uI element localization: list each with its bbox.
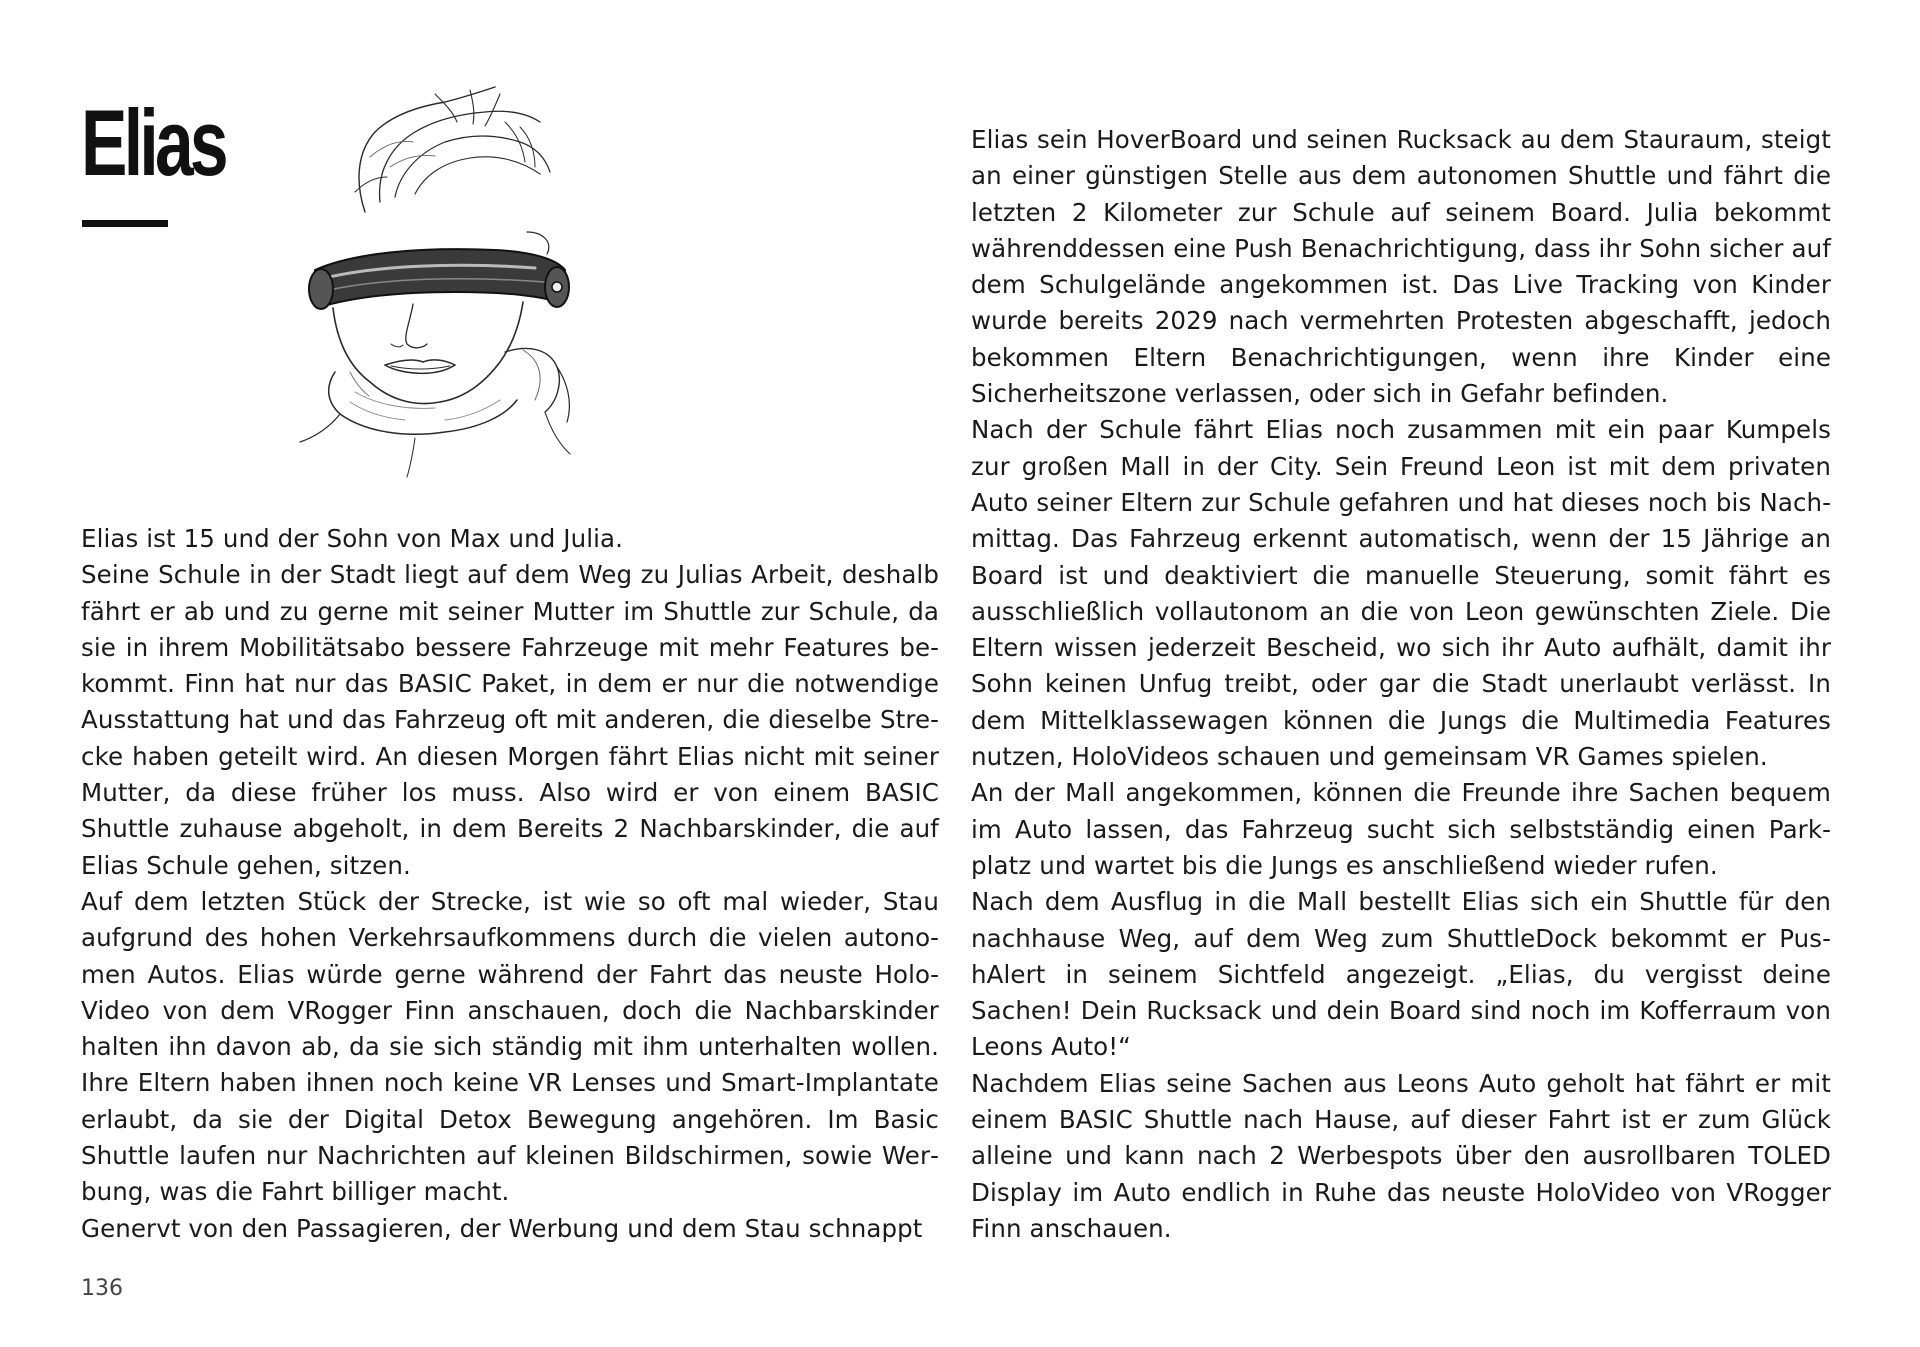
text-column-left: [81, 521, 939, 1247]
title-underline: [82, 220, 168, 227]
paragraph: Nach dem Ausflug in die Mall bestellt Elias sich ein Shuttle für den nachhause Weg, auf dem Weg zum ShuttleDock bekommt er PushAlert in seinem Sichtfeld angezeigt. „Elias, du vergisst deine Sachen! Dein Rucksack und dein Board sind noch im Kofferraum von Leons Auto!“: [971, 887, 1831, 1062]
page-title: Elias: [81, 90, 225, 195]
paragraph: Auf dem letzten Stück der Strecke, ist wie so oft mal wieder, Stau aufgrund des hohen Verkehrsaufkommens durch die vielen autonomen Autos. Elias würde gerne während der Fahrt das neuste HoloVideo von dem VRogger Finn anschauen, doch die Nachbarskinder halten ihn davon ab, da sie sich ständig mit ihm unterhalten wollen. Ihre Eltern haben ihnen noch keine VR Lenses und Smart-Implantate erlaubt, da sie der Digital Detox Bewegung angehören. Im Basic Shuttle laufen nur Nachrichten auf kleinen Bildschirmen, sowie Werbung, was die Fahrt billiger macht.: [81, 886, 939, 1207]
paragraph: Elias ist 15 und der Sohn von Max und Julia.: [81, 524, 624, 553]
paragraph: Nachdem Elias seine Sachen aus Leons Auto geholt hat fährt er mit einem BASIC Shuttle nach Hause, auf dieser Fahrt ist er zum Glück alleine und kann nach 2 Werbespots über den ausrollbaren TOLED Display im Auto endlich in Ruhe das neuste HoloVideo von VRogger Finn anschauen.: [971, 1068, 1831, 1243]
paragraph: Elias sein HoverBoard und seinen Rucksack au dem Stauraum, steigt an einer günstigen Stelle aus dem autonomen Shuttle und fährt die letzten 2 Kilometer zur Schule auf seinem Board. Julia bekommt währenddessen eine Push Benachrichtigung, dass ihr Sohn sicher auf dem Schulgelände angekommen ist. Das Live Tracking von Kinder wurde bereits 2029 nach vermehrten Protesten abgeschafft, jedoch bekommen Eltern Benachrichtigungen, wenn ihre Kinder eine Sicherheitszone verlassen, oder sich in Gefahr befinden.: [971, 125, 1831, 409]
text-column-right: [971, 122, 1831, 1247]
page-number: 136: [81, 1276, 123, 1301]
paragraph: Seine Schule in der Stadt liegt auf dem Weg zu Julias Arbeit, deshalb fährt er ab und zu gerne mit seiner Mutter im Shuttle zur Schule, da sie in ihrem Mobilitätsabo bessere Fahrzeuge mit mehr Features bekommt. Finn hat nur das BASIC Paket, in dem er nur die notwendige Ausstattung hat und das Fahrzeug oft mit anderen, die dieselbe Strecke haben geteilt wird. An diesen Morgen fährt Elias nicht mit seiner Mutter, da diese früher los muss. Also wird er von einem BASIC Shuttle zuhause abgeholt, in dem Bereits 2 Nachbarskinder, die auf Elias Schule gehen, sitzen.: [81, 560, 939, 880]
paragraph: An der Mall angekommen, können die Freunde ihre Sachen bequem im Auto lassen, das Fahrzeug sucht sich selbstständig einen Parkplatz und wartet bis die Jungs es anschließend wieder rufen.: [971, 778, 1831, 880]
portrait-sketch-icon: [295, 82, 595, 482]
paragraph: Nach der Schule fährt Elias noch zusammen mit ein paar Kumpels zur großen Mall in der City. Sein Freund Leon ist mit dem privaten Auto seiner Eltern zur Schule gefahren und hat dieses noch bis Nachmittag. Das Fahrzeug erkennt automatisch, wenn der 15 Jährige an Board ist und deaktiviert die manuelle Steuerung, somit fährt es ausschließlich vollautonom an die von Leon gewünschten Ziele. Die Eltern wissen jederzeit Bescheid, wo sich ihr Auto aufhält, damit ihr Sohn keinen Unfug treibt, oder gar die Stadt unerlaubt verlässt. In dem Mittelklassewagen können die Jungs die Multimedia Features nutzen, HoloVideos schauen und gemeinsam VR Games spielen.: [971, 415, 1831, 772]
paragraph: Genervt von den Passagieren, der Werbung und dem Stau schnappt: [81, 1213, 923, 1243]
